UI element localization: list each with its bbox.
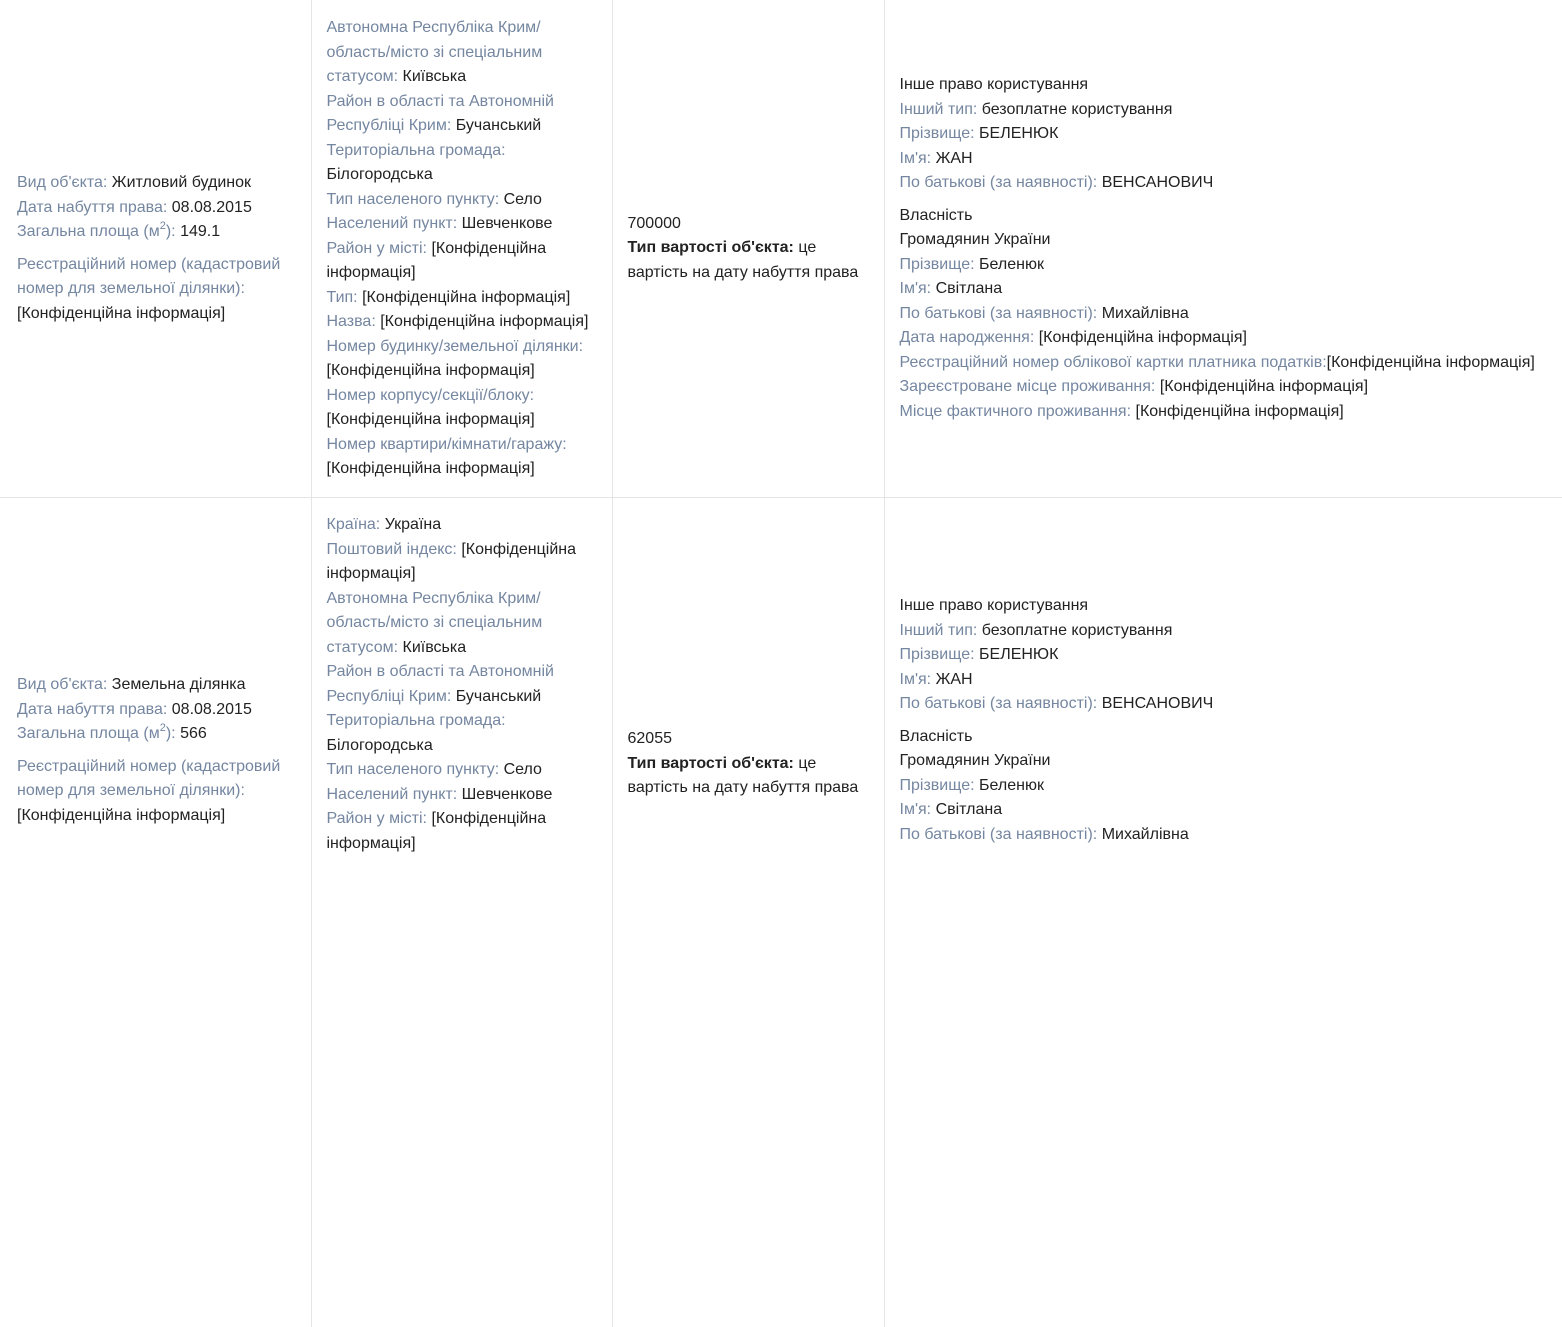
address-street-name: Назва: [Конфіденційна інформація] <box>327 310 600 335</box>
address-district: Район в області та Автономній Республіці Крим: Бучанський <box>327 90 600 139</box>
rights-cell <box>884 498 1562 1327</box>
address-city-district: Район у місті: [Конфіденційна інформація] <box>327 807 600 856</box>
acquire-date: Дата набуття права: 08.08.2015 <box>17 698 301 723</box>
acquire-date: Дата набуття права: 08.08.2015 <box>17 196 301 221</box>
address-cell <box>311 0 612 498</box>
right-ownership: Власність Громадянин України Прізвище: Беленюк Ім'я: Світлана По батькові (за наявності): Михайлівна <box>900 725 1559 848</box>
address-settlement: Населений пункт: Шевченкове <box>327 783 600 808</box>
cost-value: 700000 <box>628 212 872 237</box>
address-apartment-number: Номер квартири/кімнати/гаражу: [Конфіденційна інформація] <box>327 433 600 482</box>
cost-type: Тип вартості об'єкта: це вартість на дату набуття права <box>628 752 872 801</box>
total-area: Загальна площа $(м^2)$: 566 <box>17 722 301 747</box>
table-row <box>0 0 1562 498</box>
address-country: Країна: Україна <box>327 513 600 538</box>
object-info-cell <box>0 498 311 1327</box>
right-ownership: Власність Громадянин України Прізвище: Беленюк Ім'я: Світлана По батькові (за наявності): Михайлівна Дата народження: [Конфіденційна інформація] Реєстраційний номер облікової картки платника податків:[Конфіденційна інформація] Зареєстроване місце проживання: [Конфіденційна інформація] Місце фактичного проживання: [Конфіденційна інформація] <box>900 204 1559 425</box>
address-street-type: Тип: [Конфіденційна інформація] <box>327 286 600 311</box>
address-settlement: Населений пункт: Шевченкове <box>327 212 600 237</box>
cost-value: 62055 <box>628 727 872 752</box>
address-settlement-type: Тип населеного пункту: Село <box>327 188 600 213</box>
address-region: Автономна Республіка Крим/ область/місто зі спеціальним статусом: Київська <box>327 16 600 90</box>
address-region: Автономна Республіка Крим/ область/місто зі спеціальним статусом: Київська <box>327 587 600 661</box>
table-row <box>0 498 1562 1327</box>
total-area: Загальна площа $(м^2)$: 149.1 <box>17 220 301 245</box>
address-cell <box>311 498 612 1327</box>
object-info-cell <box>0 0 311 498</box>
address-building-number: Номер корпусу/секції/блоку: [Конфіденційна інформація] <box>327 384 600 433</box>
object-type: Вид об'єкта: Земельна ділянка <box>17 673 301 698</box>
registration-number: Реєстраційний номер (кадастровий номер для земельної ділянки): [Конфіденційна інформація] <box>17 755 301 829</box>
object-type: Вид об'єкта: Житловий будинок <box>17 171 301 196</box>
address-house-number: Номер будинку/земельної ділянки: [Конфіденційна інформація] <box>327 335 600 384</box>
cost-cell <box>612 498 884 1327</box>
address-settlement-type: Тип населеного пункту: Село <box>327 758 600 783</box>
right-title: Власність <box>900 725 1559 750</box>
cost-type: Тип вартості об'єкта: це вартість на дату набуття права <box>628 236 872 285</box>
address-postal-code: Поштовий індекс: [Конфіденційна інформація] <box>327 538 600 587</box>
registration-number: Реєстраційний номер (кадастровий номер для земельної ділянки): [Конфіденційна інформація] <box>17 253 301 327</box>
right-title: Інше право користування <box>900 73 1559 98</box>
right-usage: Інше право користування Інший тип: безоплатне користування Прізвище: БЕЛЕНЮК Ім'я: ЖАН По батькові (за наявності): ВЕНСАНОВИЧ <box>900 73 1559 196</box>
rights-cell <box>884 0 1562 498</box>
address-district: Район в області та Автономній Республіці Крим: Бучанський <box>327 660 600 709</box>
right-usage: Інше право користування Інший тип: безоплатне користування Прізвище: БЕЛЕНЮК Ім'я: ЖАН По батькові (за наявності): ВЕНСАНОВИЧ <box>900 594 1559 717</box>
right-title: Власність <box>900 204 1559 229</box>
address-community: Територіальна громада: Білогородська <box>327 709 600 758</box>
cost-cell <box>612 0 884 498</box>
address-community: Територіальна громада: Білогородська <box>327 139 600 188</box>
right-title: Інше право користування <box>900 594 1559 619</box>
address-city-district: Район у місті: [Конфіденційна інформація] <box>327 237 600 286</box>
